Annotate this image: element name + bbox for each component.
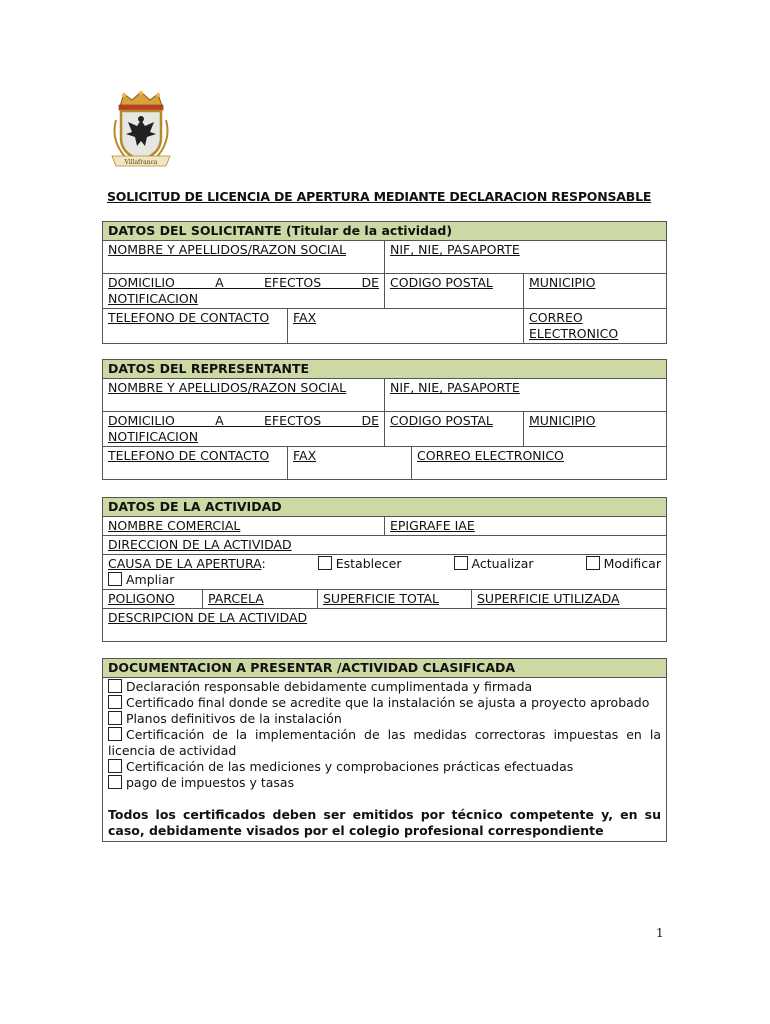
actividad-causa-row — [103, 555, 667, 590]
actividad-nombre-comercial-field[interactable] — [103, 517, 385, 536]
solicitante-municipio-field[interactable] — [524, 274, 667, 309]
actividad-header: DATOS DE LA ACTIVIDAD — [103, 498, 667, 517]
representante-domicilio-label-1: DOMICILIO A EFECTOS DE — [108, 413, 379, 428]
representante-telefono-label: TELEFONO DE CONTACTO — [108, 448, 270, 463]
solicitante-cp-field[interactable] — [385, 274, 524, 309]
solicitante-telefono-label: TELEFONO DE CONTACTO — [108, 310, 270, 325]
solicitante-domicilio-label-1: DOMICILIO A EFECTOS DE — [108, 275, 379, 290]
solicitante-correo-field[interactable] — [524, 309, 667, 344]
solicitante-correo-label: CORREO ELECTRONICO — [529, 310, 619, 341]
representante-fax-field[interactable] — [288, 447, 412, 480]
checkbox-mediciones[interactable] — [108, 759, 122, 773]
representante-nif-field[interactable] — [385, 379, 667, 412]
option-ampliar[interactable] — [108, 572, 174, 588]
representante-domicilio-field[interactable] — [103, 412, 385, 447]
representante-domicilio-label-2: NOTIFICACION — [108, 429, 199, 444]
representante-telefono-field[interactable] — [103, 447, 288, 480]
actividad-poligono-label: POLIGONO — [108, 591, 175, 606]
actividad-direccion-label: DIRECCION DE LA ACTIVIDAD — [108, 537, 292, 552]
doc-item-pago-label: pago de impuestos y tasas — [126, 775, 295, 790]
actividad-parcela-field[interactable] — [203, 590, 318, 609]
actividad-superficie-total-field[interactable] — [318, 590, 472, 609]
solicitante-telefono-field[interactable] — [103, 309, 288, 344]
actividad-poligono-field[interactable] — [103, 590, 203, 609]
representante-header: DATOS DEL REPRESENTANTE — [103, 360, 667, 379]
logo-banner-text: Villafranca — [124, 159, 158, 166]
checkbox-ampliar[interactable] — [108, 572, 122, 586]
actividad-nombre-comercial-label: NOMBRE COMERCIAL — [108, 518, 241, 533]
doc-item-certificacion-medidas-label: Certificación de la implementación de las medidas correctoras impuestas en la licencia de actividad — [108, 727, 661, 758]
representante-nombre-label: NOMBRE Y APELLIDOS/RAZON SOCIAL — [108, 380, 347, 395]
representante-cp-label: CODIGO POSTAL — [390, 413, 493, 428]
solicitante-nif-field[interactable] — [385, 241, 667, 274]
document-title: SOLICITUD DE LICENCIA DE APERTURA MEDIANTE DECLARACION RESPONSABLE — [107, 189, 652, 204]
solicitante-fax-field[interactable] — [288, 309, 524, 344]
option-establecer[interactable] — [318, 556, 402, 572]
representante-section — [102, 359, 667, 480]
representante-correo-label: CORREO ELECTRONICO — [417, 448, 564, 463]
checkbox-modificar[interactable] — [586, 556, 600, 570]
actividad-direccion-field[interactable] — [103, 536, 667, 555]
representante-correo-field[interactable] — [412, 447, 667, 480]
checkbox-certificacion-medidas[interactable] — [108, 727, 122, 741]
solicitante-cp-label: CODIGO POSTAL — [390, 275, 493, 290]
coat-of-arms-logo — [106, 90, 176, 172]
doc-item-declaracion-label: Declaración responsable debidamente cumplimentada y firmada — [126, 679, 533, 694]
actividad-superficie-utilizada-field[interactable] — [472, 590, 667, 609]
checkbox-certificado-final[interactable] — [108, 695, 122, 709]
option-actualizar[interactable] — [454, 556, 534, 572]
option-modificar-label: Modificar — [603, 556, 661, 571]
doc-item-certificacion-medidas[interactable] — [108, 727, 661, 759]
doc-item-planos[interactable] — [108, 711, 661, 727]
doc-item-mediciones[interactable] — [108, 759, 661, 775]
actividad-causa-label-group — [108, 556, 266, 572]
option-ampliar-label: Ampliar — [126, 572, 175, 587]
checkbox-establecer[interactable] — [318, 556, 332, 570]
option-actualizar-label: Actualizar — [471, 556, 534, 571]
representante-nif-label: NIF, NIE, PASAPORTE — [390, 380, 520, 395]
solicitante-domicilio-label-2: NOTIFICACION — [108, 291, 199, 306]
solicitante-nombre-label: NOMBRE Y APELLIDOS/RAZON SOCIAL — [108, 242, 347, 257]
doc-item-mediciones-label: Certificación de las mediciones y comprobaciones prácticas efectuadas — [126, 759, 574, 774]
representante-cp-field[interactable] — [385, 412, 524, 447]
doc-item-planos-label: Planos definitivos de la instalación — [126, 711, 342, 726]
option-modificar[interactable] — [586, 556, 661, 572]
solicitante-nif-label: NIF, NIE, PASAPORTE — [390, 242, 520, 257]
actividad-causa-colon: : — [261, 556, 266, 571]
representante-fax-label: FAX — [293, 448, 317, 463]
actividad-superficie-utilizada-label: SUPERFICIE UTILIZADA — [477, 591, 620, 606]
solicitante-domicilio-field[interactable] — [103, 274, 385, 309]
doc-item-certificado-final-label: Certificado final donde se acredite que la instalación se ajusta a proyecto aprobado — [126, 695, 650, 710]
representante-nombre-field[interactable] — [103, 379, 385, 412]
documentacion-header: DOCUMENTACION A PRESENTAR /ACTIVIDAD CLASIFICADA — [103, 659, 667, 678]
doc-item-certificado-final[interactable] — [108, 695, 661, 711]
checkbox-pago[interactable] — [108, 775, 122, 789]
solicitante-municipio-label: MUNICIPIO — [529, 275, 596, 290]
actividad-descripcion-field[interactable] — [103, 609, 667, 642]
actividad-epigrafe-field[interactable] — [385, 517, 667, 536]
documentacion-list — [103, 678, 667, 842]
actividad-section — [102, 497, 667, 642]
solicitante-fax-label: FAX — [293, 310, 317, 325]
documentacion-section — [102, 658, 667, 842]
representante-municipio-label: MUNICIPIO — [529, 413, 596, 428]
checkbox-planos[interactable] — [108, 711, 122, 725]
checkbox-declaracion[interactable] — [108, 679, 122, 693]
actividad-epigrafe-label: EPIGRAFE IAE — [390, 518, 475, 533]
actividad-causa-label: CAUSA DE LA APERTURA — [108, 556, 262, 571]
option-establecer-label: Establecer — [335, 556, 402, 571]
solicitante-section — [102, 221, 667, 344]
actividad-parcela-label: PARCELA — [208, 591, 264, 606]
page-number: 1 — [656, 926, 664, 940]
checkbox-actualizar[interactable] — [454, 556, 468, 570]
solicitante-header: DATOS DEL SOLICITANTE (Titular de la actividad) — [103, 222, 667, 241]
documentacion-note: Todos los certificados deben ser emitidos por técnico competente y, en su caso, debidamente visados por el colegio profesional correspondiente — [108, 807, 661, 838]
doc-item-pago[interactable] — [108, 775, 661, 791]
actividad-descripcion-label: DESCRIPCION DE LA ACTIVIDAD — [108, 610, 308, 625]
doc-item-declaracion[interactable] — [108, 679, 661, 695]
representante-municipio-field[interactable] — [524, 412, 667, 447]
solicitante-nombre-field[interactable] — [103, 241, 385, 274]
actividad-superficie-total-label: SUPERFICIE TOTAL — [323, 591, 440, 606]
